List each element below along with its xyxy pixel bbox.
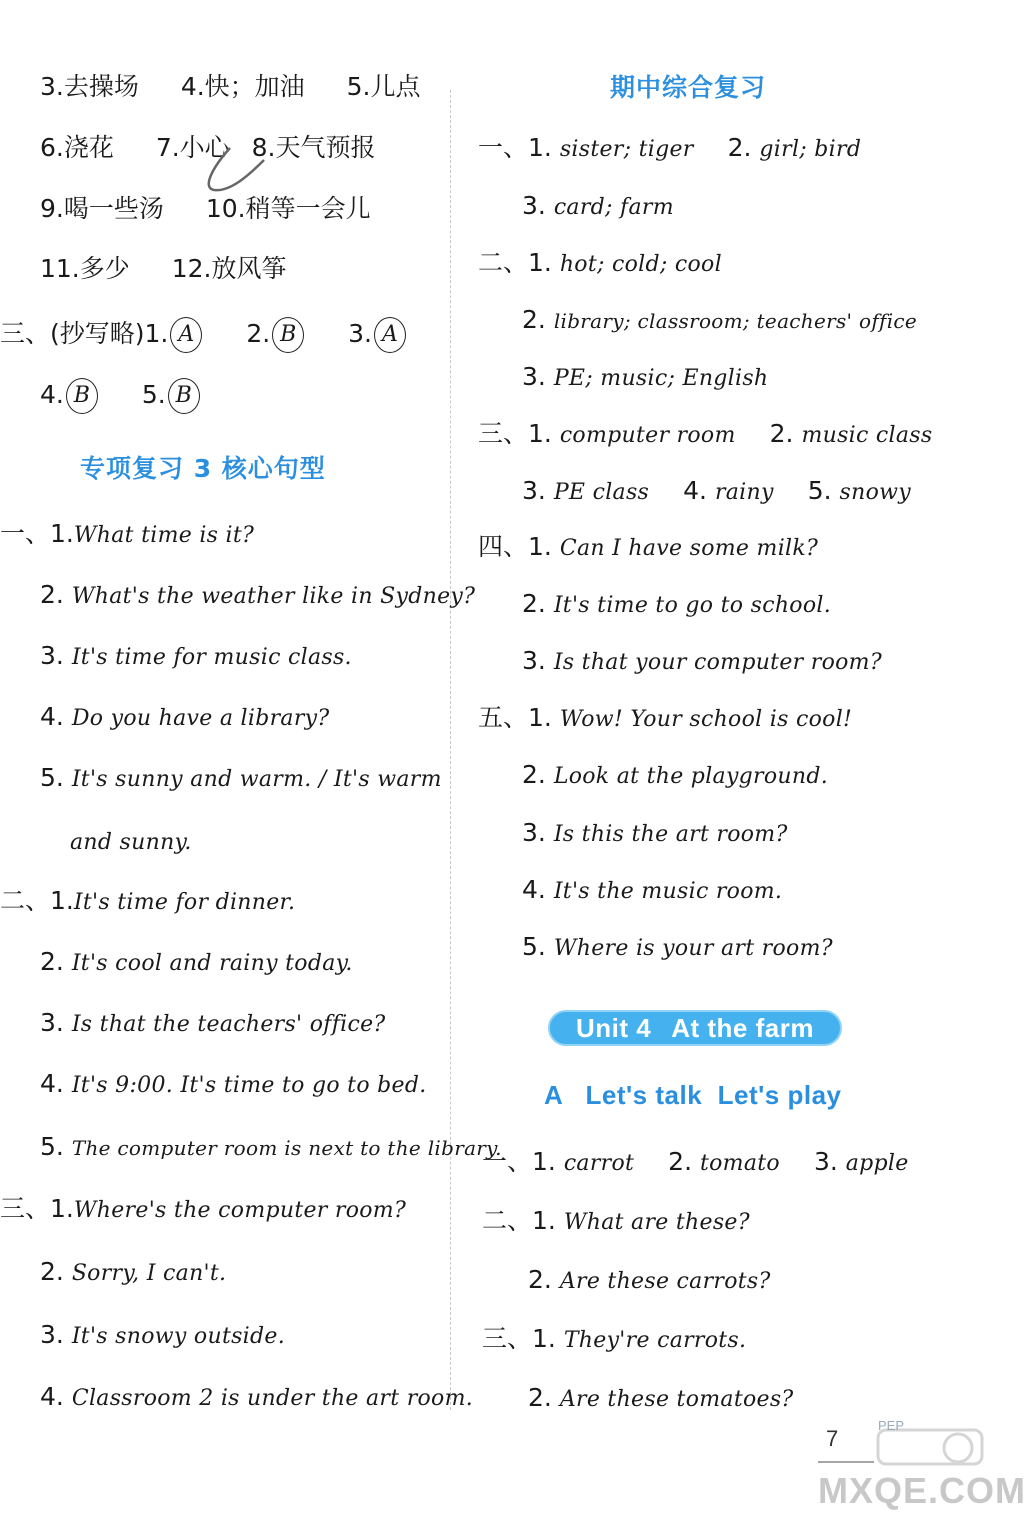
answer-row-choices xyxy=(0,317,408,353)
answer-row-choices xyxy=(40,378,202,414)
circled-answer: A xyxy=(374,317,406,353)
answer-line: 2. Look at the playground. xyxy=(522,760,829,789)
answer-line: 3. card; farm xyxy=(522,191,674,220)
answer-line: 一、1. sister; tiger 2. girl; bird xyxy=(478,133,862,162)
answer-line: 3. PE; music; English xyxy=(522,362,769,391)
answer-item: 6.浇花 xyxy=(40,133,114,162)
answer-line: 2. Sorry, I can't. xyxy=(40,1257,227,1286)
answer-line: 3. It's time for music class. xyxy=(40,641,352,670)
circled-answer: B xyxy=(168,378,200,414)
series-mark: PEP xyxy=(878,1418,905,1433)
pencil-mark xyxy=(200,140,270,200)
item-number: 4. xyxy=(40,380,64,409)
page-number: 7 xyxy=(826,1426,839,1451)
item-number: 5. xyxy=(141,380,166,409)
answer-item: 11.多少 xyxy=(40,254,130,283)
answer-item: 8.天气预报 xyxy=(251,133,376,162)
answer-line: 2. library; classroom; teachers' office xyxy=(522,305,918,334)
section-heading: 专项复习 3 核心句型 xyxy=(80,454,326,483)
unit-title: At the farm xyxy=(671,1013,814,1043)
answer-item: 7.小心 xyxy=(155,133,230,162)
unit-banner xyxy=(548,1010,842,1046)
answer-line: 3. PE class 4. rainy 5. snowy xyxy=(522,476,911,505)
unit-number: Unit 4 xyxy=(576,1013,652,1043)
answer-line: 三、1.Where's the computer room? xyxy=(0,1194,407,1223)
answer-line: 2. It's cool and rainy today. xyxy=(40,947,353,976)
answer-line: 五、1. Wow! Your school is cool! xyxy=(478,703,853,732)
answer-line: 3. Is this the art room? xyxy=(522,818,788,847)
section-prefix: 三、(抄写略) xyxy=(0,319,145,348)
answer-line: 4. Do you have a library? xyxy=(40,702,330,731)
answer-line: 3. Is that the teachers' office? xyxy=(40,1008,386,1037)
answer-line: 2. It's time to go to school. xyxy=(522,589,832,618)
answer-item: 4.快；加油 xyxy=(180,72,305,101)
circled-answer: B xyxy=(66,378,98,414)
answer-line: 二、1. What are these? xyxy=(482,1206,750,1235)
answer-line: 二、1.It's time for dinner. xyxy=(0,886,296,915)
answer-item: 9.喝一些汤 xyxy=(40,194,164,223)
answer-line: 4. It's 9:00. It's time to go to bed. xyxy=(40,1069,427,1098)
answer-line: 3. It's snowy outside. xyxy=(40,1320,286,1349)
answer-item: 10.稍等一会儿 xyxy=(205,194,371,223)
answer-line: and sunny. xyxy=(70,830,192,855)
item-number: 2. xyxy=(246,319,271,348)
section-heading: 期中综合复习 xyxy=(610,73,767,102)
answer-line: 二、1. hot; cold; cool xyxy=(478,248,722,277)
answer-item: 3.去操场 xyxy=(40,72,139,101)
lesson-heading: A Let's talk Let's play xyxy=(544,1080,842,1110)
answer-row xyxy=(40,254,286,284)
site-watermark: MXQE.COM xyxy=(818,1470,1026,1511)
answer-row xyxy=(40,194,371,224)
answer-line: 2. What's the weather like in Sydney? xyxy=(40,580,476,609)
item-number: 3. xyxy=(348,319,372,348)
circled-answer: A xyxy=(170,317,202,353)
answer-line: 2. Are these tomatoes? xyxy=(528,1383,794,1412)
answer-line: 4. It's the music room. xyxy=(522,875,783,904)
answer-line: 3. Is that your computer room? xyxy=(522,646,882,675)
answer-line: 5. The computer room is next to the library. xyxy=(40,1132,502,1161)
answer-line: 一、1.What time is it? xyxy=(0,519,255,548)
answer-line: 4. Classroom 2 is under the art room. xyxy=(40,1382,474,1411)
answer-item: 12.放风筝 xyxy=(171,254,287,283)
column-divider xyxy=(450,90,451,1410)
answer-line: 2. Are these carrots? xyxy=(528,1265,771,1294)
circled-answer: B xyxy=(272,317,304,353)
answer-item: 5.儿点 xyxy=(346,72,421,101)
answer-line: 一、1. carrot 2. tomato 3. apple xyxy=(482,1147,909,1176)
answer-line: 5. Where is your art room? xyxy=(522,932,833,961)
item-number: 1. xyxy=(144,319,169,348)
answer-line: 四、1. Can I have some milk? xyxy=(478,532,819,561)
answer-line: 三、1. They're carrots. xyxy=(482,1324,747,1353)
answer-line: 5. It's sunny and warm. / It's warm xyxy=(40,763,442,792)
answer-line: 三、1. computer room 2. music class xyxy=(478,419,933,448)
answer-row xyxy=(40,72,420,102)
